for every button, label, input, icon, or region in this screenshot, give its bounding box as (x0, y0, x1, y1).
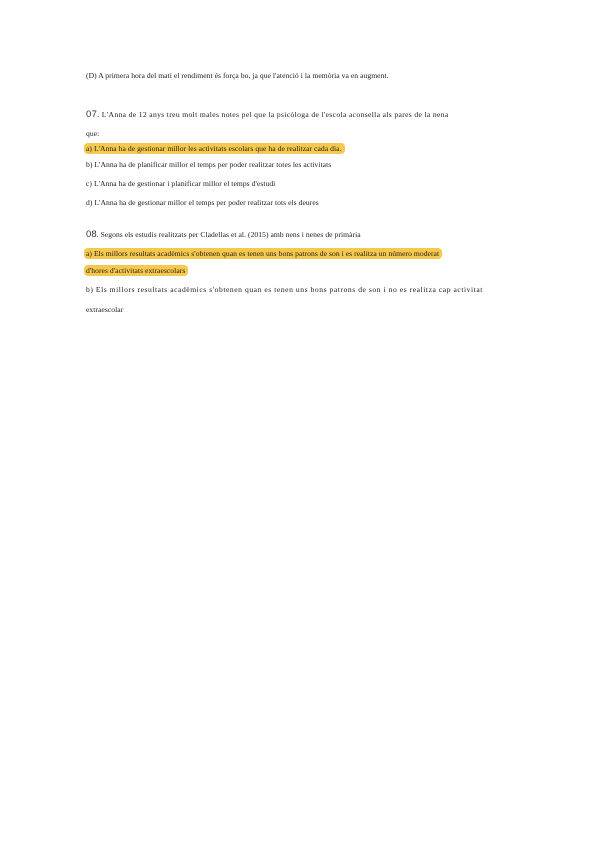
question-07-stem (86, 110, 449, 120)
question-08-option-b: b) Els millors resultats acadèmics s'obtenen quan es tenen uns bons patrons de son i no es realitza cap activitat (86, 285, 483, 294)
answer-highlight: d'hores d'activitats extraescolars (84, 265, 188, 276)
question-08-option-a (86, 249, 442, 259)
question-08-option-a-continuation (86, 266, 188, 276)
question-07-number: 07 (86, 109, 98, 120)
question-07-option-d: d) L'Anna ha de gestionar millor el temps per poder realitzar tots els deures (86, 198, 319, 207)
question-08-stem (86, 230, 361, 240)
question-07-stem-text: . L'Anna de 12 anys treu molt males notes pel que la psicòloga de l'escola aconsella als pares de la nena (97, 110, 449, 119)
question-07-option-b: b) L'Anna ha de planificar millor el temps per poder realitzar totes les activitats (86, 160, 332, 169)
question-08-stem-text: . Segons els estudis realitzats per Cladellas et al. (2015) amb nens i nenes de primària (96, 230, 361, 239)
question-07-option-c: c) L'Anna ha de gestionar i planificar millor el temps d'estudi (86, 179, 276, 188)
question-08-option-b-continuation: extraescolar (86, 305, 124, 314)
question-08-number: 08 (86, 229, 97, 240)
question-07-option-a (86, 144, 345, 154)
intro-text: A primera hora del matí el rendiment és força bo, ja que l'atenció i la memòria va en augment. (96, 71, 389, 80)
intro-label: (D) (86, 71, 97, 80)
answer-highlight: a) Els millors resultats acadèmics s'obtenen quan es tenen uns bons patrons de son i es realitza un número moderat (84, 248, 442, 259)
question-07-stem-continuation: que: (86, 129, 100, 138)
intro-statement (86, 71, 389, 81)
answer-highlight: a) L'Anna ha de gestionar millor les activitats escolars que ha de realitzar cada dia. (84, 143, 345, 154)
